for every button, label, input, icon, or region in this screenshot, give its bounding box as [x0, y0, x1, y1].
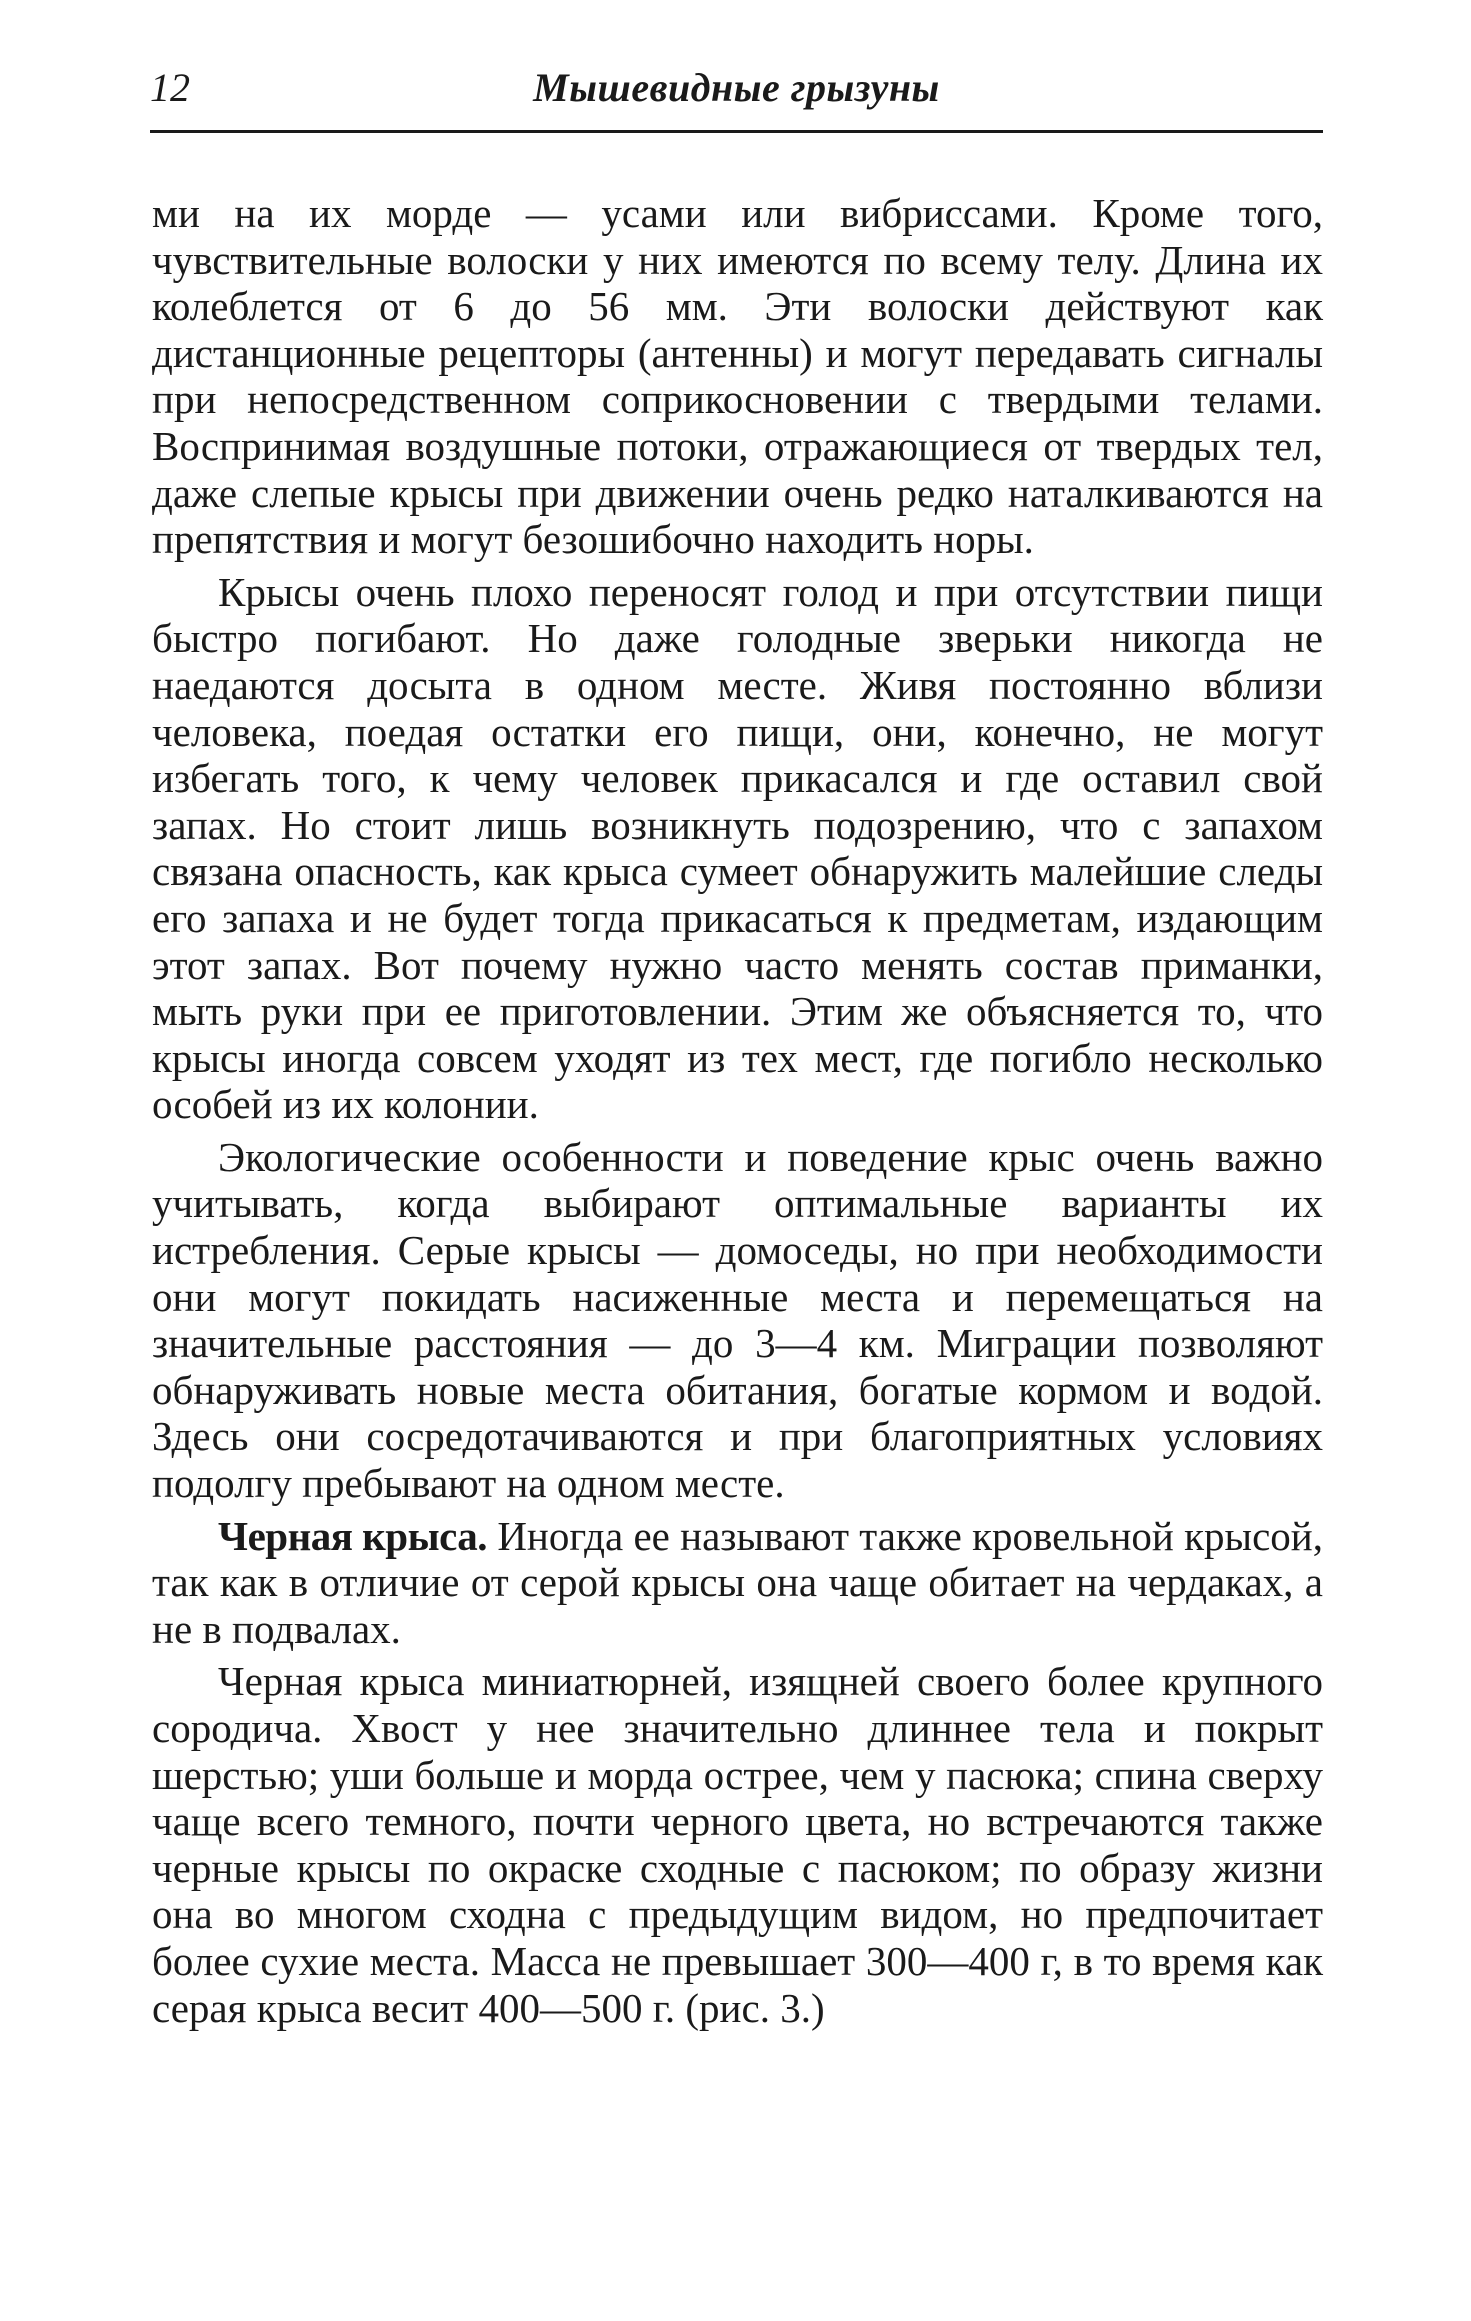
running-title: Мышевидные грызуны	[533, 65, 940, 110]
paragraph-ecology: Экологические особенности и поведение крыс очень важно учитывать, когда выбирают оптимальные варианты их истребления. Серые крысы — домоседы, но при необходимости они могут покидать насиженные места и перемещаться на значительные расстояния — до 3—4 км. Миграции позволяют обнаруживать новые места обитания, богатые кормом и водой. Здесь они сосредотачиваются и при благоприятных условиях подолгу пребывают на одном месте.	[152, 1133, 1323, 1507]
header-rule	[150, 130, 1323, 133]
paragraph-continuation: ми на их морде — усами или вибриссами. Кроме того, чувствительные волоски у них имеются по всему телу. Длина их колеблется от 6 до 56 мм. Эти волоски действуют как дистанционные рецепторы (антенны) и могут передавать сигналы при непосредственном соприкосновении с твердыми телами. Воспринимая воздушные потоки, отражающиеся от твердых тел, даже слепые крысы при движении очень редко наталкиваются на препятствия и могут безошибочно находить норы.	[152, 190, 1323, 563]
running-head	[150, 58, 1323, 130]
paragraph-black-rat-description: Черная крыса миниатюрней, изящней своего более крупного сородича. Хвост у нее значительно длиннее тела и покрыт шерстью; уши больше и морда острее, чем у пасюка; спина сверху чаще всего темного, почти черного цвета, но встречаются также черные крысы по окраске сходные с пасюком; по образу жизни она во многом сходна с предыдущим видом, но предпочитает более сухие места. Масса не превышает 300—400 г, в то время как серая крыса весит 400—500 г. (рис. 3.)	[152, 1658, 1323, 2031]
paragraph-black-rat-intro	[152, 1513, 1323, 1653]
paragraph-hunger: Крысы очень плохо переносят голод и при отсутствии пищи быстро погибают. Но даже голодные зверьки никогда не наедаются досыта в одном месте. Живя постоянно вблизи человека, поедая остатки его пищи, они, конечно, не могут избегать того, к чему человек прикасался и где оставил свой запах. Но стоит лишь возникнуть подозрению, что с запахом связана опасность, как крыса сумеет обнаружить малейшие следы его запаха и не будет тогда прикасаться к предметам, издающим этот запах. Вот почему нужно часто менять состав приманки, мыть руки при ее приготовлении. Этим же объясняется то, что крысы иногда совсем уходят из тех мест, где погибло несколько особей из их колонии.	[152, 568, 1323, 1128]
page-number: 12	[150, 65, 190, 110]
body-text	[152, 190, 1323, 2031]
section-run-in-heading: Черная крыса.	[218, 1512, 488, 1559]
paragraph-black-rat-intro-text: Иногда ее называют также кровельной крысой, так как в отличие от серой крысы она чаще обитает на чердаках, а не в подвалах.	[152, 1512, 1323, 1652]
